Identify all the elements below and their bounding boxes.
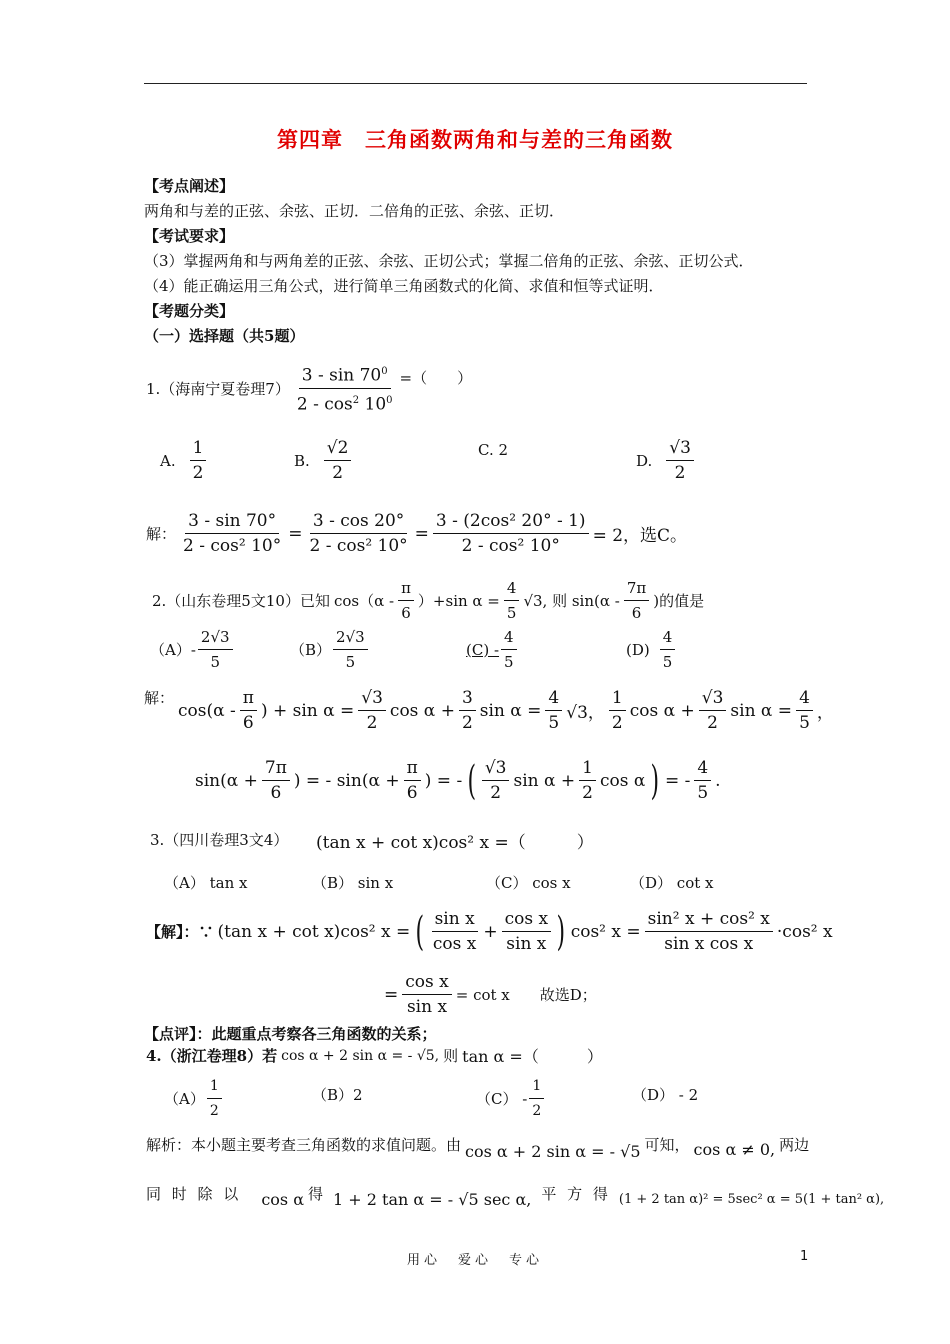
q2-a-label: （A）- bbox=[150, 641, 196, 659]
q2-given-3: √3, 则 sin(α - bbox=[523, 592, 620, 610]
q2-solution-line-2: sin(α + $\frac{7\pi}{6}$ ) = - sin(α + $\frac{\pi}{6}$ ) = - ( $\frac{√3}{2}$ sin α + $\frac{1}{2}$ cos α ) = - $\frac{4}{5}$ . bbox=[195, 757, 721, 804]
q4-option-b: （B）2 bbox=[312, 1086, 363, 1104]
q2-c-num: 4 bbox=[501, 627, 517, 650]
q2-l1e: √3， bbox=[566, 703, 605, 723]
q4-c-label: （C） - bbox=[476, 1090, 528, 1108]
q3-expression: (tan x + cot x)cos² x =（ ） bbox=[316, 833, 594, 853]
q2-c-den: 5 bbox=[504, 653, 514, 671]
q3-f3-num: sin² x + cos² x bbox=[645, 909, 773, 932]
q3-f4 bbox=[402, 972, 451, 1017]
q1-tail: =（ ） bbox=[399, 368, 473, 387]
q2-l1-pi6 bbox=[240, 688, 257, 733]
q2-l1g: sin α = bbox=[730, 700, 793, 721]
q2-given-4: )的值是 bbox=[653, 592, 705, 610]
q2-l2-7pi6 bbox=[262, 758, 290, 803]
q3-f1-num: sin x bbox=[432, 909, 478, 932]
q1-s2-den: 2 - cos² 10° bbox=[309, 536, 408, 556]
q4-option-a bbox=[164, 1076, 224, 1121]
q2-l2-4-5 bbox=[694, 758, 711, 803]
q3-option-c: （C） cos x bbox=[486, 874, 571, 892]
q2-l1-pi: π bbox=[240, 688, 257, 711]
q1-fraction bbox=[294, 362, 396, 414]
q4-sol2b: cos α bbox=[261, 1190, 305, 1209]
q1-d-den: 2 bbox=[674, 463, 686, 483]
q1-sol-frac-2 bbox=[306, 511, 410, 556]
q2-c-label: (C) - bbox=[466, 640, 500, 659]
q2-l2-four: 4 bbox=[694, 758, 711, 781]
q1-b-num: √2 bbox=[324, 438, 352, 461]
q2-l2-pi: π bbox=[404, 758, 421, 781]
q4-solution-line-2 bbox=[144, 1178, 886, 1209]
q2-l1-five: 5 bbox=[548, 713, 560, 733]
q2-four-fifths bbox=[504, 578, 520, 623]
q1-option-b bbox=[294, 438, 353, 483]
q3-f1-den: cos x bbox=[432, 934, 477, 954]
q2-l1-five-b: 5 bbox=[799, 713, 810, 733]
q2-a-num: 2√3 bbox=[198, 627, 233, 650]
q1-option-d-label: D. bbox=[636, 451, 653, 470]
q2-b-label: （B） bbox=[290, 641, 332, 659]
q1-option-b-label: B. bbox=[294, 451, 310, 470]
q2-option-a bbox=[150, 627, 235, 672]
q2-l2c: ) = - bbox=[424, 770, 463, 791]
q2-sevenpi: 7π bbox=[624, 578, 649, 601]
q4-option-d: （D） - 2 bbox=[632, 1086, 699, 1104]
q2-b-den: 5 bbox=[345, 653, 356, 671]
q1-den2-text: 10 bbox=[364, 394, 387, 415]
q2-7pi-over-6 bbox=[624, 578, 649, 623]
q1-den-text: 2 - cos bbox=[296, 394, 353, 415]
q2-l2-two-b: 2 bbox=[582, 783, 593, 803]
q2-l2d: sin α + bbox=[513, 770, 576, 791]
q4-sol1c: cos α ≠ 0, bbox=[693, 1140, 776, 1159]
q1-label: 1.（海南宁夏卷理7） bbox=[146, 379, 290, 398]
q2-l1h: ， bbox=[816, 703, 834, 723]
q1-stem bbox=[144, 362, 474, 414]
q2-d-label: (D) bbox=[626, 640, 650, 659]
q2-l1-r3: √3 bbox=[358, 688, 386, 711]
q2-d-den: 5 bbox=[662, 653, 673, 671]
q1-d-num: √3 bbox=[666, 438, 694, 461]
q4-sol2f: (1 + 2 tan α)² = 5sec² α = 5(1 + tan² α), bbox=[618, 1192, 885, 1207]
q4-c-den: 2 bbox=[532, 1103, 542, 1119]
q3-f3-den: sin x cos x bbox=[664, 934, 754, 954]
q2-l2-pi6 bbox=[404, 758, 421, 803]
q3-option-d: （D） cot x bbox=[630, 874, 714, 892]
q1-sol-frac-1 bbox=[180, 511, 284, 556]
q3-f4-den: sin x bbox=[406, 997, 448, 1017]
q2-l1a: cos(α - bbox=[178, 700, 236, 721]
q2-l1-4-5 bbox=[545, 688, 562, 733]
q2-l1-two-d: 2 bbox=[707, 713, 718, 733]
q2-d-num: 4 bbox=[660, 627, 676, 650]
q1-s3-num: 3 - (2cos² 20° - 1) bbox=[433, 511, 589, 534]
q4-tan: tan α =（ ） bbox=[462, 1047, 603, 1066]
q2-l2e: cos α bbox=[599, 770, 646, 791]
q2-l1f: cos α + bbox=[629, 700, 695, 721]
q1-denominator: $2 - \cos^2 10^0$ bbox=[296, 394, 393, 415]
q1-solution: 解： $\frac{3 - \sin 70^\circ}{\text{2 - cos² 10°}}$ = $\frac{3 - \cos 20^\circ}{\text{2 - cos² 10°}}$ = $\frac{\text{3 - (2cos² 20° - 1)}}{\text{2 - cos² 10°}}$ = 2，选C。 bbox=[146, 511, 688, 556]
q4-sol1b: 可知， bbox=[644, 1136, 690, 1154]
q3-f2-num: cos x bbox=[502, 909, 551, 932]
q2-six: 6 bbox=[401, 604, 411, 622]
q3-sol-c: ·cos² x bbox=[776, 921, 833, 942]
q4-sol2c: 得 bbox=[308, 1185, 324, 1203]
yaoqiu-item-3: （3）掌握两角和与两角差的正弦、余弦、正切公式；掌握二倍角的正弦、余弦、正切公式． bbox=[144, 252, 754, 270]
q1-s1-den: 2 - cos² 10° bbox=[183, 536, 282, 556]
q3-comment: 【点评】：此题重点考察各三角函数的关系； bbox=[144, 1025, 437, 1043]
q3-sol-d: = cot x 故选D； bbox=[455, 986, 597, 1004]
q4-a-value bbox=[207, 1076, 222, 1121]
q2-option-b bbox=[290, 627, 370, 672]
q3-f3 bbox=[645, 909, 773, 954]
q1-option-c bbox=[478, 441, 508, 459]
q4-sol2d: 1 + 2 tan α = - √5 sec α, bbox=[333, 1190, 532, 1209]
q4-a-label: （A） bbox=[164, 1090, 205, 1108]
kaodian-heading: 【考点阐述】 bbox=[144, 177, 235, 195]
q2-six-b: 6 bbox=[631, 604, 642, 622]
q2-l1-r3-2 bbox=[358, 688, 386, 733]
fenlei-heading: 【考题分类】 bbox=[144, 302, 235, 320]
q2-l1b: ) + sin α = bbox=[260, 700, 355, 721]
q4-sol2e: 平 方 得 bbox=[541, 1185, 611, 1203]
q1-a-den: 2 bbox=[192, 463, 204, 483]
yaoqiu-item-4: （4）能正确运用三角公式，进行简单三角函数式的化简、求值和恒等式证明． bbox=[144, 277, 664, 295]
q2-given-1: cos（α - bbox=[333, 592, 395, 610]
q2-l2-two: 2 bbox=[490, 783, 502, 803]
q3-f2 bbox=[502, 909, 551, 954]
q2-pi-over-6 bbox=[398, 578, 414, 623]
q3-sol-b: cos² x = bbox=[570, 921, 641, 942]
yaoqiu-heading: 【考试要求】 bbox=[144, 227, 235, 245]
q2-l1-1-2 bbox=[609, 688, 626, 733]
q2-four: 4 bbox=[504, 578, 520, 601]
q2-option-c bbox=[466, 627, 519, 672]
q2-a-den: 5 bbox=[210, 653, 220, 671]
page-footer: 用心 爱心 专心 bbox=[406, 1253, 543, 1268]
q3-option-b: （B） sin x bbox=[312, 874, 394, 892]
q2-given-2: ）+sin α = bbox=[417, 592, 500, 610]
q4-sol2a: 同 时 除 以 bbox=[146, 1185, 242, 1203]
q2-solution-label: 解： bbox=[144, 689, 175, 707]
q2-l1-two-c: 2 bbox=[611, 713, 623, 733]
q4-stem bbox=[144, 1044, 605, 1067]
q1-option-d-value bbox=[666, 438, 694, 483]
page-title: 第四章 三角函数两角和与差的三角函数 bbox=[277, 128, 673, 152]
q4-c-num: 1 bbox=[529, 1076, 544, 1099]
q3-solution-label: 【解】：∵ bbox=[146, 923, 214, 941]
q1-s2-num: 3 - cos 20° bbox=[310, 511, 407, 534]
q4-label: 4.（浙江卷理8）若 bbox=[146, 1047, 278, 1065]
q1-b-den: 2 bbox=[332, 463, 344, 483]
q4-sol1d: 两边 bbox=[779, 1136, 810, 1154]
q2-l1-four-b: 4 bbox=[796, 688, 813, 711]
q3-f4-num: cos x bbox=[402, 972, 451, 995]
q1-s3-den: 2 - cos² 10° bbox=[461, 536, 560, 556]
q2-l2-six-b: 6 bbox=[406, 783, 418, 803]
q2-l2-7pi: 7π bbox=[262, 758, 290, 781]
q2-solution-line-1 bbox=[176, 688, 836, 733]
q2-b-value bbox=[333, 627, 368, 672]
q2-l2-six: 6 bbox=[270, 783, 282, 803]
q4-a-den: 2 bbox=[209, 1103, 219, 1119]
q2-option-d bbox=[626, 627, 677, 672]
q1-solution-label: 解： bbox=[146, 525, 177, 543]
q3-label: 3.（四川卷理3文4） bbox=[150, 831, 289, 849]
q3-f2-den: sin x bbox=[506, 934, 547, 954]
q4-condition: cos α + 2 sin α = - √5, bbox=[281, 1047, 440, 1064]
q1-num-text: 3 - sin 70 bbox=[301, 365, 382, 386]
q3-sol-a: (tan x + cot x)cos² x = bbox=[217, 921, 411, 942]
q1-a-num: 1 bbox=[190, 438, 207, 461]
q2-l1-3-2 bbox=[459, 688, 476, 733]
q1-option-b-value bbox=[324, 438, 352, 483]
q4-sol1m: cos α + 2 sin α = - √5 bbox=[465, 1142, 641, 1161]
q1-option-a-value bbox=[190, 438, 207, 483]
q2-c-value bbox=[501, 627, 517, 672]
q2-stem bbox=[150, 578, 706, 623]
xuanze-heading: （一）选择题（共5题） bbox=[144, 327, 305, 345]
kaodian-text: 两角和与差的正弦、余弦、正切．二倍角的正弦、余弦、正切． bbox=[144, 202, 565, 220]
q1-option-d bbox=[636, 438, 696, 483]
q1-option-a bbox=[160, 438, 208, 483]
q4-option-c bbox=[476, 1076, 546, 1121]
q4-c-value bbox=[529, 1076, 544, 1121]
q3-f1 bbox=[430, 909, 479, 954]
q2-pi: π bbox=[398, 578, 414, 601]
q2-l1-four: 4 bbox=[545, 688, 562, 711]
q4-a-num: 1 bbox=[207, 1076, 222, 1099]
q2-l1-two: 2 bbox=[366, 713, 378, 733]
q1-numerator: $3 - \sin 70^0$ bbox=[299, 362, 391, 389]
q1-option-c-label: C. 2 bbox=[478, 441, 509, 459]
q2-l1-one: 1 bbox=[609, 688, 626, 711]
q2-l2-five: 5 bbox=[697, 783, 709, 803]
q2-l2-r3-2 bbox=[482, 758, 510, 803]
q2-l1-two-b: 2 bbox=[461, 713, 473, 733]
q1-sol-frac-3 bbox=[433, 511, 589, 556]
q2-a-value bbox=[198, 627, 233, 672]
q2-l2-1-2 bbox=[579, 758, 596, 803]
q4-then: 则 bbox=[443, 1047, 459, 1065]
q2-l1c: cos α + bbox=[389, 700, 455, 721]
q2-l2-r3: √3 bbox=[482, 758, 510, 781]
q2-l2g: . bbox=[715, 770, 721, 791]
q2-b-num: 2√3 bbox=[333, 627, 368, 650]
q2-d-value bbox=[660, 627, 676, 672]
q2-l1-r3-2b bbox=[699, 688, 727, 733]
q2-l1-r3-b: √3 bbox=[699, 688, 727, 711]
q2-label: 2.（山东卷理5文10）已知 bbox=[152, 592, 330, 610]
q2-l1-three: 3 bbox=[459, 688, 476, 711]
q2-l2b: ) = - sin(α + bbox=[293, 770, 400, 791]
q4-solution-line-1 bbox=[144, 1128, 811, 1161]
q2-l1-six: 6 bbox=[242, 713, 254, 733]
q2-five: 5 bbox=[506, 604, 517, 622]
q2-l1d: sin α = bbox=[479, 700, 542, 721]
q1-s1-num: 3 - sin 70° bbox=[185, 511, 279, 534]
page-number: 1 bbox=[800, 1249, 809, 1264]
q3-solution-line-2: = $\frac{\text{cos x}}{\text{sin x}}$ = cot x 故选D； bbox=[384, 972, 597, 1017]
q1-sol-end: = 2，选C。 bbox=[592, 526, 688, 546]
q4-sol1: 解析：本小题主要考查三角函数的求值问题。由 bbox=[146, 1136, 462, 1154]
q2-l2-one: 1 bbox=[579, 758, 596, 781]
q1-option-a-label: A. bbox=[160, 451, 176, 470]
q2-l2f: = - bbox=[664, 770, 691, 791]
header-rule bbox=[144, 83, 807, 84]
q3-option-a: （A） tan x bbox=[164, 874, 248, 892]
q3-solution-line-1: 【解】：∵ (tan x + cot x)cos² x = ( $\frac{\text{sin x}}{\text{cos x}}$ + $\frac{\text{cos x}}{\text{sin x}}$ ) cos² x = $\frac{\text{sin² x + cos² x}}{\text{sin x cos x}}$ ·cos² x bbox=[146, 908, 833, 955]
q2-l2a: sin(α + bbox=[195, 770, 258, 791]
q2-l1-4-5b bbox=[796, 688, 813, 733]
